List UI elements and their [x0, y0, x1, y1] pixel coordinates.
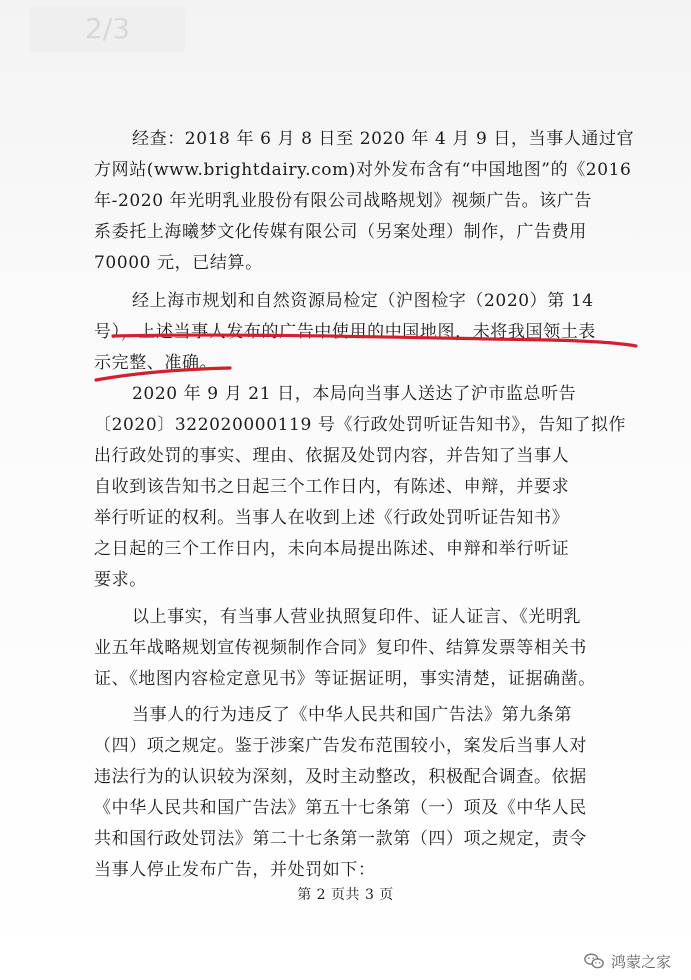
document-line: 证、《地图内容检定意见书》等证据证明，事实清楚，证据确凿。 [94, 669, 596, 689]
page-indicator-text: 2/3 [84, 12, 131, 45]
document-line: 示完整、准确。 [94, 353, 218, 373]
wechat-icon [583, 950, 605, 972]
page-indicator [30, 6, 185, 52]
document-line: 要求。 [94, 570, 147, 590]
document-line: 系委托上海曦梦文化传媒有限公司（另案处理）制作，广告费用 [94, 222, 587, 242]
watermark-text: 鸿蒙之家 [610, 952, 671, 971]
document-line: 经上海市规划和自然资源局检定（沪图检字（2020）第 14 [132, 291, 594, 311]
document-line: 〔2020〕322020000119 号《行政处罚听证告知书》，告知了拟作 [94, 415, 627, 435]
page-footer: 第 2 页共 3 页 [297, 887, 394, 903]
document-line: 2020 年 9 月 21 日，本局向当事人送达了沪市监总听告 [132, 384, 577, 404]
document-line: 当事人停止发布广告，并处罚如下： [94, 860, 376, 880]
document-line: 举行听证的权利。当事人在收到上述《行政处罚听证告知书》 [94, 508, 570, 528]
document-line: 《中华人民共和国广告法》第五十七条第（一）项及《中华人民 [94, 798, 587, 818]
document-line: 以上事实，有当事人营业执照复印件、证人证言、《光明乳 [132, 607, 582, 627]
document-line: 经查：2018 年 6 月 8 日至 2020 年 4 月 9 日，当事人通过官 [132, 129, 635, 149]
document-line: 当事人的行为违反了《中华人民共和国广告法》第九条第 [132, 705, 572, 725]
document-line: 出行政处罚的事实、理由、依据及处罚内容，并告知了当事人 [94, 446, 570, 466]
document-line: 之日起的三个工作日内，未向本局提出陈述、申辩和举行听证 [94, 539, 570, 559]
document-line: 年-2020 年光明乳业股份有限公司战略规划》视频广告。该广告 [94, 191, 593, 211]
document-line: 自收到该告知书之日起三个工作日内，有陈述、申辩，并要求 [94, 477, 570, 497]
document-line: 号），上述当事人发布的广告中使用的中国地图，未将我国领土表 [94, 322, 596, 342]
document-line: 共和国行政处罚法》第二十七条第一款第（四）项之规定，责令 [94, 829, 587, 849]
document-line: 方网站(www.brightdairy.com)对外发布含有“中国地图”的《2016 [94, 160, 632, 180]
document-line: 违法行为的认识较为深刻，及时主动整改，积极配合调查。依据 [94, 767, 587, 787]
document-line: 70000 元，已结算。 [94, 253, 263, 273]
document-line: 业五年战略规划宣传视频制作合同》复印件、结算发票等相关书 [94, 638, 587, 658]
document-line: （四）项之规定。鉴于涉案广告发布范围较小，案发后当事人对 [94, 736, 587, 756]
watermark [583, 950, 671, 972]
